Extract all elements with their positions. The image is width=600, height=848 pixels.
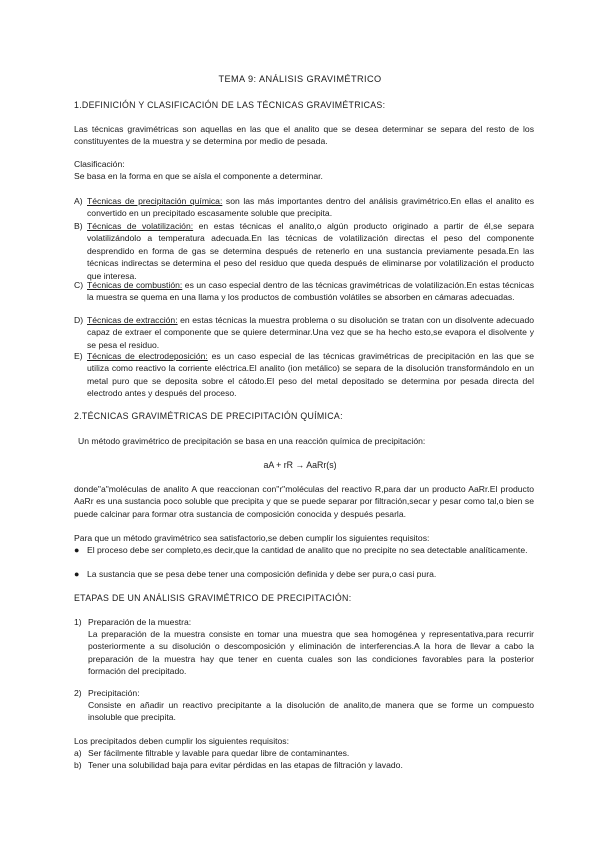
clasificacion-text: Se basa en la forma en que se aísla el componente a determinar. xyxy=(74,171,323,181)
list-item-text xyxy=(87,350,534,400)
technique-description: es un caso especial dentro de las técnicas gravimétricas de volatilización.En estas técnicas la muestra se quema en una llama y los productos de combustión volátiles se absorben en cámaras adecuadas. xyxy=(87,280,534,303)
section3-heading: ETAPAS DE UN ANÁLISIS GRAVIMÉTRICO DE PRECIPITACIÓN: xyxy=(74,593,352,603)
step-text: La preparación de la muestra consiste en tomar una muestra que sea homogénea y representativa,para recurrir posteriormente a su disolución o descomposición y eliminación de interferencias.A la hora de llevar a cabo la preparación de la muestra hay que tener en cuenta cuales son las condiciones favorables para la posterior formación del precipitado. xyxy=(88,629,534,677)
technique-term: Técnicas de volatilización: xyxy=(87,221,194,231)
step-title: Preparación de la muestra: xyxy=(88,617,192,627)
bullet-text: El proceso debe ser completo,es decir,que la cantidad de analito que no precipite no sea detectable analíticamente. xyxy=(87,545,528,555)
precip-requirements-intro: Los precipitados deben cumplir los siguientes requisitos: xyxy=(74,736,289,746)
technique-term: Técnicas de combustión: xyxy=(87,280,183,290)
list-item-text xyxy=(87,314,534,351)
list-item-text: Ser fácilmente filtrable y lavable para quedar libre de contaminantes. xyxy=(88,748,350,758)
section2-intro: Un método gravimétrico de precipitación se basa en una reacción química de precipitación: xyxy=(78,436,426,446)
list-marker: A) xyxy=(74,196,83,206)
bullet-icon: ● xyxy=(74,569,80,579)
step-marker: 2) xyxy=(74,688,82,698)
technique-description: son las más importantes dentro del análisis gravimétrico.En ellas el analito es convertido en un precipitado escasamente soluble que precipita. xyxy=(87,196,534,219)
section2-heading: 2.TÉCNICAS GRAVIMÉTRICAS DE PRECIPITACIÓN QUÍMICA: xyxy=(74,411,343,421)
section1-intro: Las técnicas gravimétricas son aquellas en las que el analito que se desea determinar se separa del resto de los constituyentes de la muestra y se determina por medio de pesada. xyxy=(74,124,534,147)
list-marker: C) xyxy=(74,280,84,290)
list-marker: B) xyxy=(74,221,83,231)
step-marker: 1) xyxy=(74,617,82,627)
technique-description: en estas técnicas el analito,o algún producto originado a partir de él,se separa volatilizándolo a temperatura adecuada.En las técnicas de volatilización directas el peso del componente desprendido en forma de gas se determina después de retenerlo en una sustancia previamente pesada.En las técnicas indirectas se determina el peso del residuo que queda después de eliminarse por volatilización el producto que interesa. xyxy=(87,221,534,281)
section1-heading: 1.DEFINICIÓN Y CLASIFICACIÓN DE LAS TÉCNICAS GRAVIMÉTRICAS: xyxy=(74,100,386,110)
list-marker: b) xyxy=(74,760,82,770)
list-marker: E) xyxy=(74,351,83,361)
bullet-icon: ● xyxy=(74,545,80,555)
technique-term: Técnicas de electrodeposición: xyxy=(87,351,208,361)
list-marker: a) xyxy=(74,748,82,758)
reaction-formula: aA + rR → AaRr(s) xyxy=(263,460,337,470)
technique-term: Técnicas de extracción: xyxy=(87,315,178,325)
requirements-intro: Para que un método gravimétrico sea satisfactorio,se deben cumplir los siguientes requisitos: xyxy=(74,533,430,543)
section2-explanation: donde"a"moléculas de analito A que reaccionan con"r"moléculas del reactivo R,para dar un producto AaRr.El producto AaRr es una sustancia poco soluble que precipita y que se puede separar por filtración,secar y pesar como tal,o bien se puede calcinar para formar otra sustancia de composición conocida y después pesarla. xyxy=(74,484,534,519)
step-title: Precipitación: xyxy=(88,688,140,698)
technique-description: en estas técnicas la muestra problema o su disolución se tratan con un disolvente adecuado capaz de extraer el componente que se quiere determinar.Una vez que se ha hecho esto,se evapora el disolvente y se pesa el residuo. xyxy=(87,315,534,350)
technique-description: es un caso especial de las técnicas gravimétricas de precipitación en las que se utiliza como reactivo la corriente eléctrica.El analito (ion metálico) se separa de la disolución transformándolo en un metal puro que se deposita sobre el cátodo.El peso del metal depositado se determina por pesada directa del electrodo antes y después del proceso. xyxy=(87,351,534,399)
list-marker: D) xyxy=(74,315,84,325)
clasificacion-label: Clasificación: xyxy=(74,159,125,169)
technique-term: Técnicas de precipitación química: xyxy=(87,196,223,206)
step-text: Consiste en añadir un reactivo precipitante a la disolución de analito,de manera que se forme un compuesto insoluble que precipita. xyxy=(88,700,534,723)
bullet-text: La sustancia que se pesa debe tener una composición definida y debe ser pura,o casi pura. xyxy=(87,569,437,579)
list-item-text: Tener una solubilidad baja para evitar pérdidas en las etapas de filtración y lavado. xyxy=(88,760,403,770)
list-item-text xyxy=(87,195,534,220)
page-title: TEMA 9: ANÁLISIS GRAVIMÉTRICO xyxy=(218,74,382,84)
list-item-text xyxy=(87,220,534,282)
list-item-text xyxy=(87,279,534,304)
